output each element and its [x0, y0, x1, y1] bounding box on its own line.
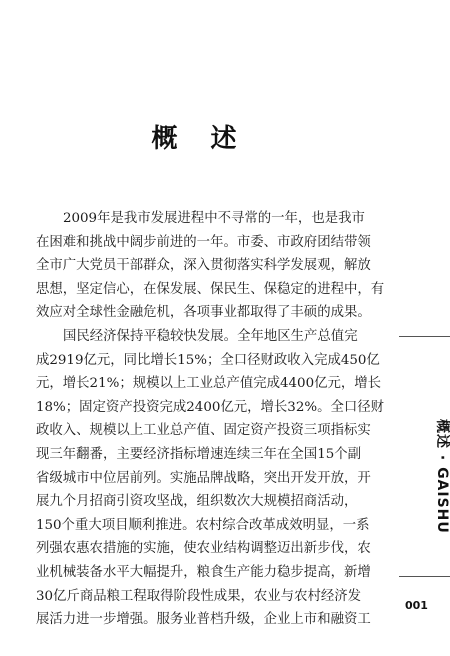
text-line: 列强农惠农措施的实施，使农业结构调整迈出新步伐，农: [36, 541, 371, 557]
text-line: 业机械装备水平大幅提升，粮食生产能力稳步提高，新增: [36, 564, 371, 580]
text-line: 在困难和挑战中阔步前进的一年。市委、市政府团结带领: [36, 234, 371, 250]
text-line: 元，增长21%；规模以上工业总产值完成4400亿元，增长: [36, 376, 382, 392]
text-line: 政收入、规模以上工业总产值、固定资产投资三项指标实: [36, 423, 371, 439]
text-line: 全市广大党员干部群众，深入贯彻落实科学发展观，解放: [36, 258, 371, 274]
text-line: 展九个月招商引资攻坚战，组织数次大规模招商活动，: [36, 494, 358, 510]
text-line: 省级城市中位居前列。实施品牌战略，突出开发开放，开: [36, 470, 371, 486]
text-line: 效应对全球性金融危机，各项事业都取得了丰硕的成果。: [36, 305, 371, 321]
text-line: 思想，坚定信心，在保发展、保民生、保稳定的进程中，有: [36, 281, 385, 297]
paragraph-economy: [36, 325, 396, 632]
page-title: 概 述: [151, 124, 249, 154]
paragraph-intro: [36, 207, 396, 325]
text-line: 成2919亿元，同比增长15%；全口径财政收入完成450亿: [36, 352, 380, 368]
text-line: 现三年翻番，主要经济指标增速连续三年在全国15个副: [36, 446, 362, 462]
text-line: 展活力进一步增强。服务业普档升级，企业上市和融资工: [36, 612, 371, 628]
margin-rule-bottom: [399, 576, 450, 577]
page-number: 001: [405, 599, 428, 612]
text-line: 150个重大项目顺利推进。农村综合改革成效明显，一系: [36, 517, 370, 533]
text-line: 2009年是我市发展进程中不寻常的一年，也是我市: [63, 211, 365, 226]
text-line: 30亿斤商品粮工程取得阶段性成果，农业与农村经济发: [36, 588, 362, 604]
running-header-side: [406, 419, 450, 582]
side-label-text: 概述 · GAISHU: [434, 419, 450, 534]
text-line: 国民经济保持平稳较快发展。全年地区生产总值完: [63, 328, 358, 344]
text-line: 18%；固定资产投资完成2400亿元，增长32%。全口径财: [36, 399, 385, 415]
margin-rule-top: [399, 336, 450, 337]
body-text: [36, 207, 396, 632]
